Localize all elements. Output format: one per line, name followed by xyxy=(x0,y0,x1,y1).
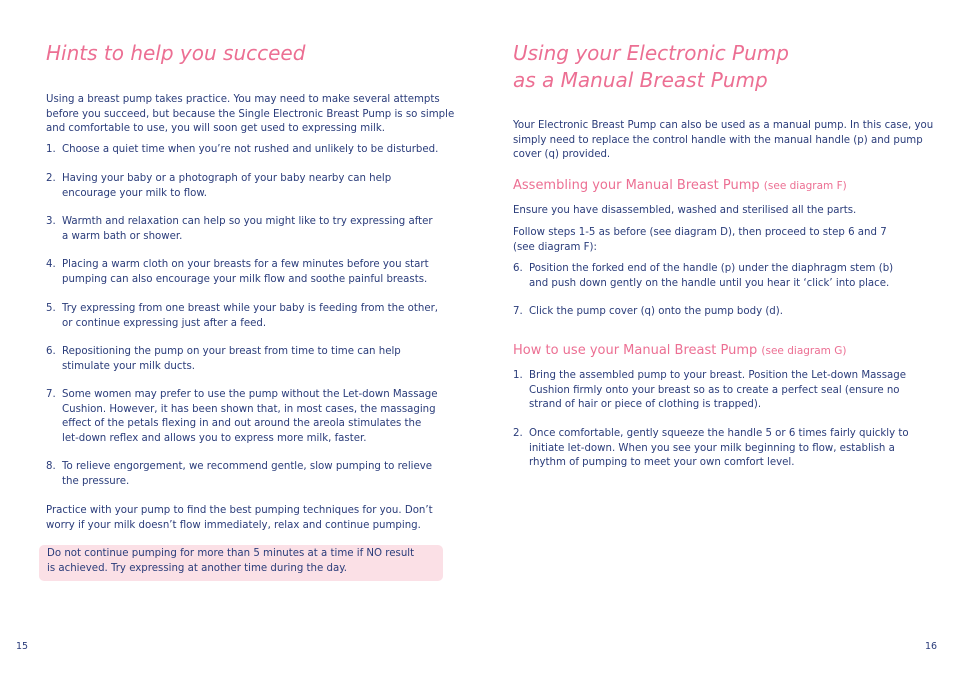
assembling-step-6: 6. Position the forked end of the handle (p) under the diaphragm stem (b) and push down gently on the handle until you hear it ‘click’ into place. xyxy=(513,263,894,289)
hint-item-2: 2. Having your baby or a photograph of your baby nearby can help encourage your milk to flow. xyxy=(46,173,392,199)
right-intro-paragraph: Your Electronic Breast Pump can also be used as a manual pump. In this case, you simply need to replace the control handle with the manual handle (p) and pump cover (q) provided. xyxy=(513,120,934,160)
diagram-g-reference: (see diagram G) xyxy=(761,345,847,357)
diagram-f-reference: (see diagram F) xyxy=(763,180,847,192)
assembling-heading: Assembling your Manual Breast Pump (see diagram F) xyxy=(513,178,847,193)
right-page-title: Using your Electronic Pump as a Manual Breast Pump xyxy=(513,41,789,92)
hint-item-5: 5. Try expressing from one breast while your baby is feeding from the other, or continue expressing just after a feed. xyxy=(46,303,439,329)
how-to-step-1: 1. Bring the assembled pump to your breast. Position the Let-down Massage Cushion firmly onto your breast so as to create a perfect seal (ensure no strand of hair or piece of clothing is trapped). xyxy=(513,370,906,410)
follow-steps-paragraph: Follow steps 1-5 as before (see diagram D), then proceed to step 6 and 7 (see diagram F): xyxy=(513,227,887,253)
practice-paragraph: Practice with your pump to find the best pumping techniques for you. Don’t worry if your milk doesn’t flow immediately, relax and continue pumping. xyxy=(46,505,433,531)
disassemble-paragraph: Ensure you have disassembled, washed and sterilised all the parts. xyxy=(513,205,857,216)
left-intro-paragraph: Using a breast pump takes practice. You may need to make several attempts before you succeed, but because the Single Electronic Breast Pump is so simple and comfortable to use, you will soon get used to expressing milk. xyxy=(46,94,455,134)
how-to-step-2: 2. Once comfortable, gently squeeze the handle 5 or 6 times fairly quickly to initiate let-down. When you see your milk beginning to flow, establish a rhythm of pumping to meet your own comfort level. xyxy=(513,428,909,468)
assembling-step-7: 7. Click the pump cover (q) onto the pump body (d). xyxy=(513,306,783,317)
hint-item-6: 6. Repositioning the pump on your breast from time to time can help stimulate your milk ducts. xyxy=(46,346,401,372)
hint-item-4: 4. Placing a warm cloth on your breasts for a few minutes before you start pumping can also encourage your milk flow and soothe painful breasts. xyxy=(46,259,429,285)
hint-item-7: 7. Some women may prefer to use the pump without the Let-down Massage Cushion. However, it has been shown that, in most cases, the massaging effect of the petals flexing in and out around the areola stimulates the let-down reflex and allows you to express more milk, faster. xyxy=(46,389,438,444)
warning-box: Do not continue pumping for more than 5 minutes at a time if NO result is achieved. Try expressing at another time during the day. xyxy=(39,545,443,581)
page-number-left: 15 xyxy=(16,641,29,652)
left-page-title: Hints to help you succeed xyxy=(46,41,306,65)
page-number-right: 16 xyxy=(925,641,938,652)
hint-item-1: 1. Choose a quiet time when you’re not rushed and unlikely to be disturbed. xyxy=(46,144,439,155)
how-to-use-heading: How to use your Manual Breast Pump (see diagram G) xyxy=(513,343,847,358)
hint-item-3: 3. Warmth and relaxation can help so you might like to try expressing after a warm bath or shower. xyxy=(46,216,433,242)
hint-item-8: 8. To relieve engorgement, we recommend gentle, slow pumping to relieve the pressure. xyxy=(46,461,433,487)
